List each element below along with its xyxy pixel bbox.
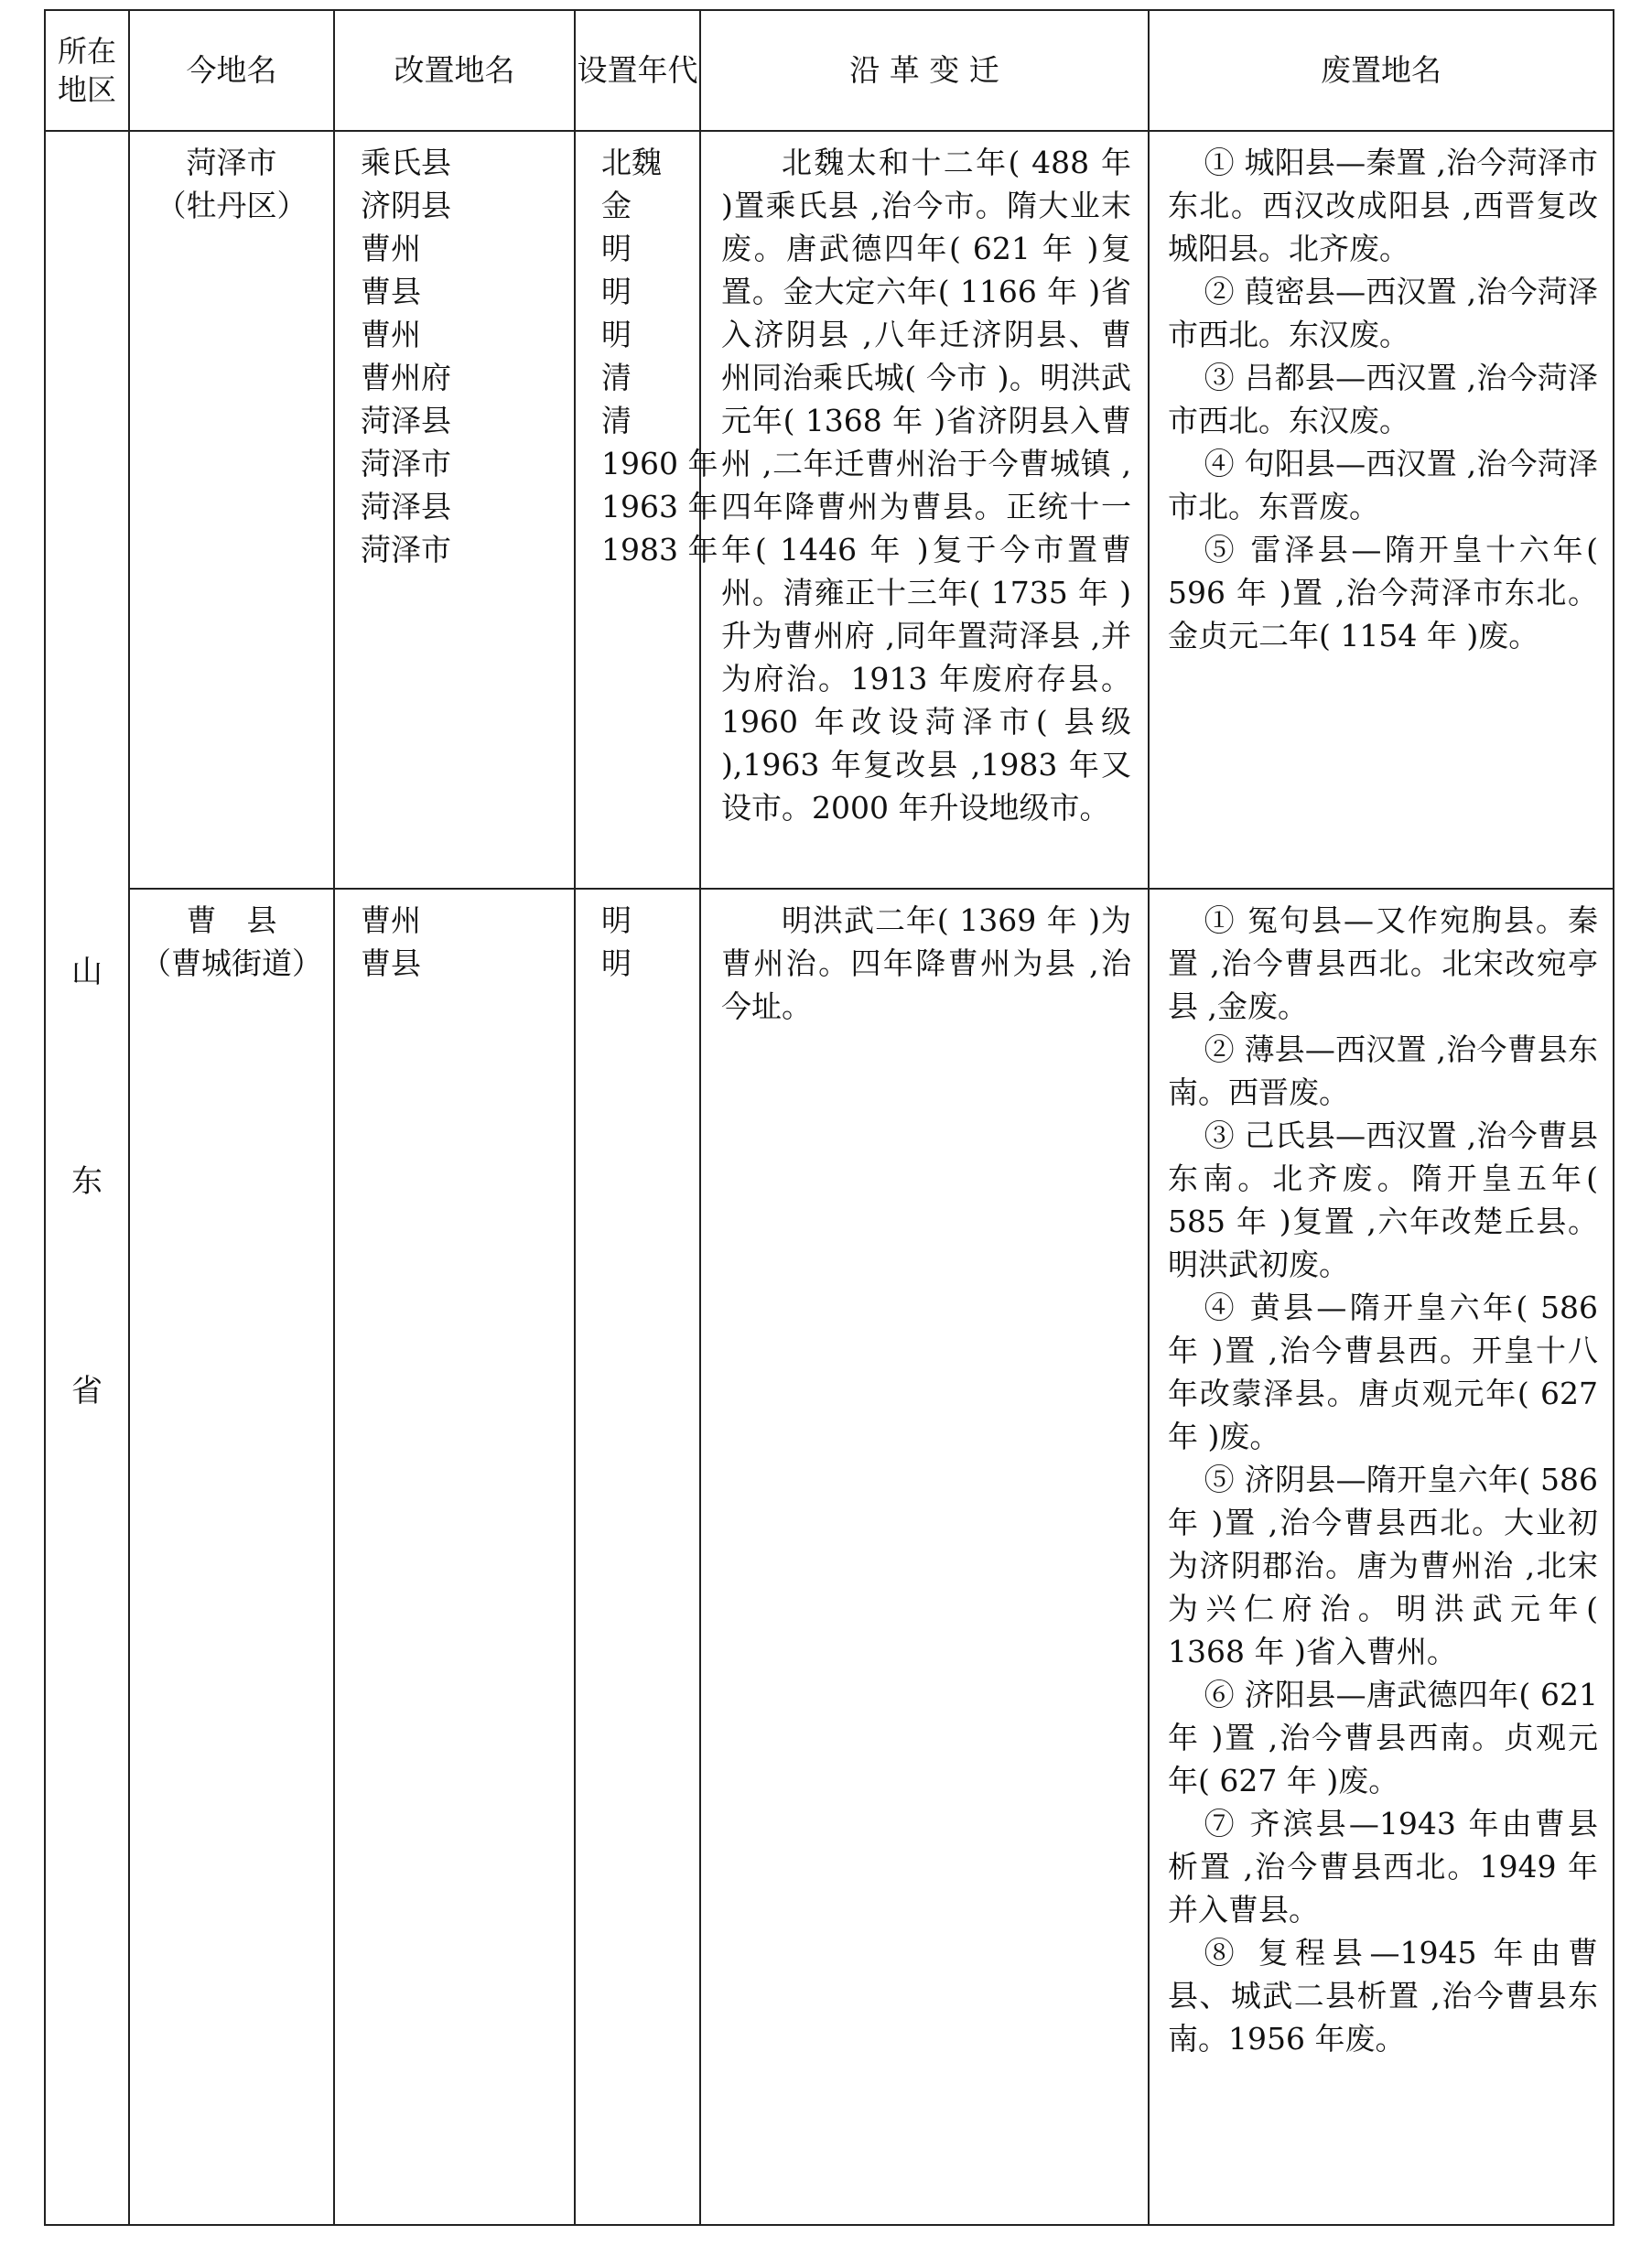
list-item: 明 <box>601 945 632 981</box>
current-name-cell <box>129 131 334 889</box>
current-name-cell <box>129 889 334 2225</box>
changed-names-cell <box>334 131 575 889</box>
header-year-set: 设置年代 <box>575 10 700 131</box>
list-item: 明 <box>601 317 632 352</box>
list-item: 曹县 <box>361 945 421 981</box>
abolished-item: ③ 己氏县—西汉置 ,治今曹县东南。北齐废。隋开皇五年( 585 年 )复置 ,六年改楚丘县。明洪武初废。 <box>1168 1118 1598 1282</box>
changed-names-cell <box>334 889 575 2225</box>
abolished-item: ⑦ 齐滨县—1943 年由曹县析置 ,治今曹县西北。1949 年并入曹县。 <box>1168 1806 1598 1927</box>
years-cell <box>575 131 718 889</box>
header-abolished: 废置地名 <box>1149 10 1614 131</box>
table-row <box>45 889 1614 2225</box>
region-cell <box>45 131 129 2225</box>
list-item: 济阴县 <box>361 188 451 223</box>
history-cell <box>700 131 1149 889</box>
abolished-item: ③ 吕都县—西汉置 ,治今菏泽市西北。东汉废。 <box>1168 360 1598 438</box>
region-char: 山 <box>71 953 103 990</box>
abolished-cell <box>1149 131 1614 889</box>
current-name: 曹 县 <box>186 902 277 938</box>
header-current-name: 今地名 <box>129 10 334 131</box>
header-history: 沿 革 变 迁 <box>700 10 1149 131</box>
header-row <box>45 10 1614 131</box>
abolished-item: ⑤ 济阴县—隋开皇六年( 586 年 )置 ,治今曹县西北。大业初为济阴郡治。唐为曹州治 ,北宋为兴仁府治。明洪武元年( 1368 年 )省入曹州。 <box>1168 1462 1598 1669</box>
gazetteer-table <box>44 9 1614 2226</box>
abolished-cell <box>1149 889 1614 2225</box>
region-char: 省 <box>71 1372 103 1409</box>
region-char: 东 <box>71 1162 103 1200</box>
current-name-note: （牡丹区） <box>156 188 308 223</box>
list-item: 曹州 <box>361 902 421 938</box>
abolished-item: ④ 句阳县—西汉置 ,治今菏泽市北。东晋废。 <box>1168 446 1598 524</box>
abolished-item: ② 葭密县—西汉置 ,治今菏泽市西北。东汉废。 <box>1168 274 1598 352</box>
list-item: 金 <box>601 188 632 223</box>
list-item: 菏泽县 <box>361 403 451 438</box>
list-item: 曹州 <box>361 317 421 352</box>
list-item: 菏泽县 <box>361 489 451 524</box>
list-item: 1960 年 <box>601 446 718 481</box>
abolished-item: ① 冤句县—又作宛朐县。秦置 ,治今曹县西北。北宋改宛亭县 ,金废。 <box>1168 902 1598 1024</box>
abolished-item: ① 城阳县—秦置 ,治今菏泽市东北。西汉改成阳县 ,西晋复改城阳县。北齐废。 <box>1168 145 1598 266</box>
history-text: 明洪武二年( 1369 年 )为曹州治。四年降曹州为县 ,治今址。 <box>721 902 1131 1024</box>
list-item: 清 <box>601 403 632 438</box>
document-page <box>44 9 1613 2224</box>
abolished-item: ⑥ 济阳县—唐武德四年( 621 年 )置 ,治今曹县西南。贞观元年( 627 年 )废。 <box>1168 1677 1598 1798</box>
list-item: 北魏 <box>601 145 662 180</box>
abolished-item: ④ 黄县—隋开皇六年( 586 年 )置 ,治今曹县西。开皇十八年改蒙泽县。唐贞观元年( 627 年 )废。 <box>1168 1290 1598 1454</box>
abolished-item: ⑧ 复程县—1945 年由曹县、城武二县析置 ,治今曹县东南。1956 年废。 <box>1168 1935 1598 2057</box>
list-item: 1963 年 <box>601 489 718 524</box>
list-item: 明 <box>601 902 632 938</box>
history-cell <box>700 889 1149 2225</box>
list-item: 菏泽市 <box>361 532 451 567</box>
list-item: 曹州府 <box>361 360 451 395</box>
list-item: 菏泽市 <box>361 446 451 481</box>
list-item: 乘氏县 <box>361 145 451 180</box>
current-name: 菏泽市 <box>186 145 277 180</box>
current-name-note: （曹城街道） <box>141 945 322 981</box>
history-text: 北魏太和十二年( 488 年 )置乘氏县 ,治今市。隋大业末废。唐武德四年( 621 年 )复置。金大定六年( 1166 年 )省入济阴县 ,八年迁济阴县、曹州同治乘氏城( 今市 )。明洪武元年( 1368 年 )省济阴县入曹州 ,二年迁曹州治于今曹城镇 ,四年降曹州为曹县。正统十一年( 1446 年 )复于今市置曹州。清雍正十三年( 1735 年 )升为曹州府 ,同年置菏泽县 ,并为府治。1913 年废府存县。1960 年改设菏泽市( 县级 ),1963 年复改县 ,1983 年又设市。2000 年升设地级市。 <box>721 145 1131 826</box>
list-item: 1983 年 <box>601 532 718 567</box>
list-item: 曹县 <box>361 274 421 309</box>
header-region: 所在地区 <box>45 10 129 131</box>
abolished-item: ⑤ 雷泽县—隋开皇十六年( 596 年 )置 ,治今菏泽市东北。金贞元二年( 1154 年 )废。 <box>1168 532 1598 653</box>
list-item: 明 <box>601 274 632 309</box>
table-row <box>45 131 1614 889</box>
list-item: 清 <box>601 360 632 395</box>
abolished-item: ② 薄县—西汉置 ,治今曹县东南。西晋废。 <box>1168 1031 1598 1110</box>
list-item: 曹州 <box>361 231 421 266</box>
header-changed-names: 改置地名 <box>334 10 575 131</box>
list-item: 明 <box>601 231 632 266</box>
years-cell <box>575 889 700 2225</box>
